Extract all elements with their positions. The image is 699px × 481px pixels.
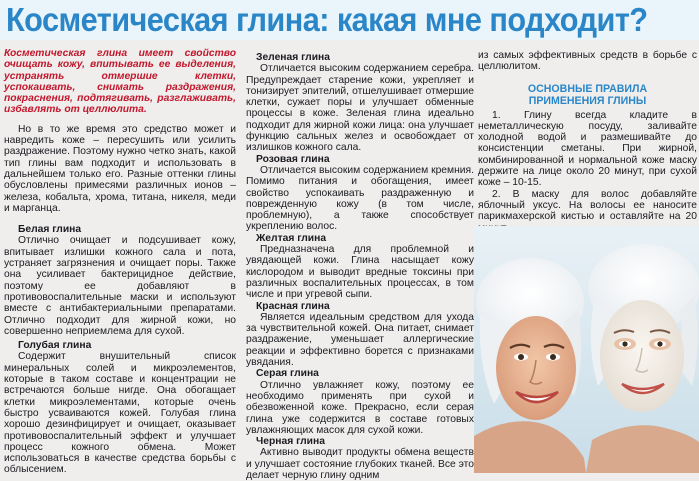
photo-illustration xyxy=(474,226,699,473)
blue-clay-text: Содержит внушительный список минеральных солей и микроэлементов, которые в таком составе и концентрации не встречаются больше нигде. Она обогащает клетки микроэлементами, которые очень быстро усваиваются кожей. Голубая глина хорошо дезинфицирует и очищает, оказывает противовоспалительный эффект и улучшает процесс кожного обмена. Может использоваться в качестве средства борьбы с облысением. xyxy=(4,351,236,476)
yellow-clay-heading: Желтая глина xyxy=(256,232,327,244)
column-1 xyxy=(4,48,236,476)
black-clay-heading: Черная глина xyxy=(256,436,325,448)
intro-paragraph: Но в то же время это средство может и навредить коже – пересушить или усилить раздражение. Поэтому нужно четко знать, какой тип глины вам подходит и использовать в дальнейшем только его. Разные оттенки глины обусловлены примесями различных ионов – железа, кобальта, хрома, титана, никеля, меди и марганца. xyxy=(4,123,236,214)
blue-clay-heading: Голубая глина xyxy=(18,340,92,352)
rules-heading-line-2: ПРИМЕНЕНИЯ ГЛИНЫ xyxy=(528,94,647,107)
lead-paragraph: Косметическая глина имеет свойство очищать кожу, впитывать ее выделения, устранять отмершие клетки, успокаивать, снимать раздражения, покраснения, подтягивать, разглаживать, избавлять от целлюлита. xyxy=(4,48,236,116)
women-clay-mask-photo xyxy=(474,226,699,473)
white-clay-text: Отлично очищает и подсушивает кожу, впитывает излишки кожного сала и пота, устраняет загрязнения и очищает поры. Также она усиливает бактерицидное действие, поэтому ее добавляют в противовоспалительные маски и используют вместе с антибактериальными препаратами. Отлично подходит для жирной кожи, но совершенно неприемлема для сухой. xyxy=(4,235,236,337)
column-2 xyxy=(246,52,474,481)
white-clay-heading: Белая глина xyxy=(18,224,82,236)
continuation-text: из самых эффективных средств в борьбе с целлюлитом. xyxy=(478,50,697,73)
green-clay-heading: Зеленая глина xyxy=(256,52,330,63)
red-clay-heading: Красная глина xyxy=(256,300,330,312)
rule-1: 1. Глину всегда кладите в неметаллическую посуду, заливайте холодной водой и размешивайте до консистенции сметаны. При жирной, комбинированной и нормальной коже маску держите на лице около 20 минут, при сухой коже – 10-15. xyxy=(478,109,697,189)
rules-heading-line-1: ОСНОВНЫЕ ПРАВИЛА xyxy=(527,82,648,95)
green-clay-text: Отличается высоким содержанием серебра. Предупреждает старение кожи, укрепляет и тонизирует эпителий, отшелушивает отмершие клетки, сужает поры и улучшает обменные процессы в коже. Зеленая глина идеально подходит для жирной кожи лица: она улучшает функцию сальных желез и освобождает от излишков кожного сала. xyxy=(246,63,474,154)
yellow-clay-text: Предназначена для проблемной и увядающей кожи. Глина насыщает кожу кислородом и выводит вредные токсины при различных воспалительных процессах, в том числе и при угревой сыпи. xyxy=(246,244,474,301)
grey-clay-text: Отлично увлажняет кожу, поэтому ее необходимо применять при сухой и обезвоженной коже. Прекрасно, если серая глина уже содержится в составе готовых увлажняющих масок для сухой кожи. xyxy=(246,379,474,436)
rule-2: 2. В маску для волос добавляйте яблочный уксус. На волосы ее наносите парикмахерской кистью и оставляйте на 20 xyxy=(478,188,697,223)
article-headline: Косметическая глина: какая мне подходит? xyxy=(6,1,648,38)
grey-clay-heading: Серая глина xyxy=(256,368,319,380)
red-clay-text: Является идеальным средством для ухода за чувствительной кожей. Она питает, снимает раздражение, уменьшает аллергические реакции и эффективно борется с признаками увядания. xyxy=(246,311,474,369)
pink-clay-text: Отличается высоким содержанием кремния. Помимо питания и обогащения, имеет свойство успокаивать раздраженную и поврежденную кожу (в том числе, проблемную), а также способствует укреплению волос. xyxy=(246,164,474,233)
pink-clay-heading: Розовая глина xyxy=(256,153,330,165)
rules-heading xyxy=(478,83,697,107)
black-clay-text: Активно выводит продукты обмена веществ и улучшает состояние глубоких тканей. Все это делает черную глину одним xyxy=(246,447,474,481)
